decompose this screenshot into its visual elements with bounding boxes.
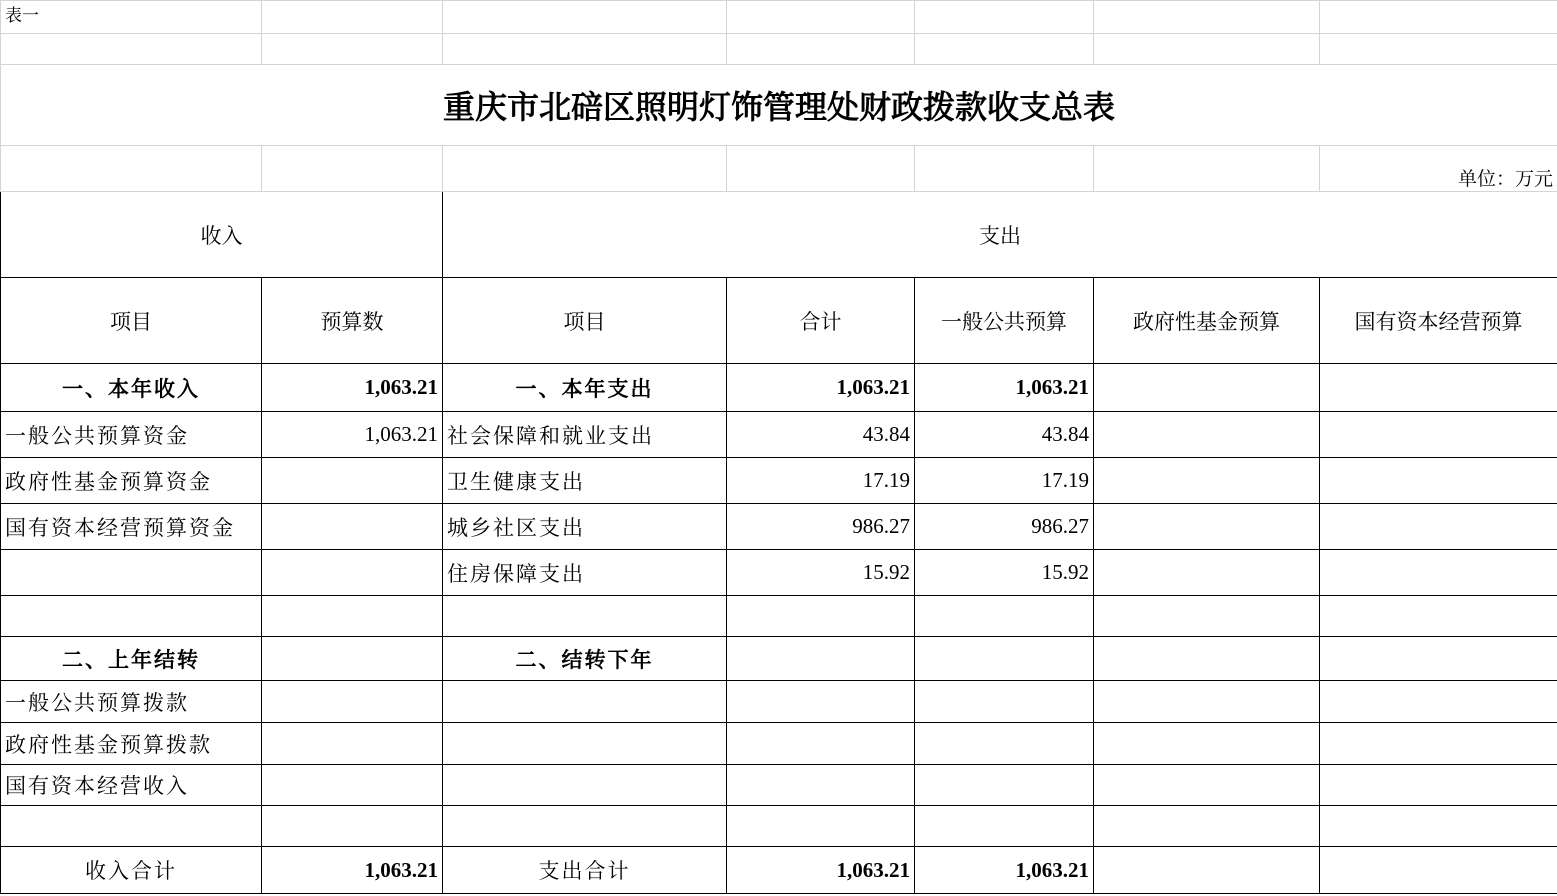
income-value [262,681,443,723]
expense-item-header: 项目 [443,278,727,364]
total-value: 43.84 [727,412,915,458]
total-sum-value: 1,063.21 [727,847,915,894]
table-row [1,458,1557,504]
fund-value [1094,364,1320,412]
income-label: 国有资本经营收入 [1,765,262,806]
table-row [1,637,1557,681]
capital-value [1320,364,1557,412]
income-total-label: 收入合计 [1,847,262,894]
expense-total-label: 支出合计 [443,847,727,894]
expense-label: 城乡社区支出 [443,504,727,550]
income-label: 政府性基金预算拨款 [1,723,262,765]
income-value [262,723,443,765]
table-row [1,412,1557,458]
page-title: 重庆市北碚区照明灯饰管理处财政拨款收支总表 [1,65,1557,146]
income-value: 1,063.21 [262,364,443,412]
header-row-1 [1,192,1557,278]
income-label: 一般公共预算拨款 [1,681,262,723]
general-value [915,681,1094,723]
total-value: 1,063.21 [727,364,915,412]
sheet-tag: 表一 [1,1,262,34]
fund-sum-value [1094,847,1320,894]
fund-value [1094,806,1320,847]
expense-label: 二、结转下年 [443,637,727,681]
income-value: 1,063.21 [262,412,443,458]
general-value: 986.27 [915,504,1094,550]
table-row [1,596,1557,637]
income-item-header: 项目 [1,278,262,364]
income-label [1,596,262,637]
grid-row [1,1,1557,34]
income-value [262,458,443,504]
expense-label [443,723,727,765]
income-budget-header: 预算数 [262,278,443,364]
income-label: 一般公共预算资金 [1,412,262,458]
capital-value [1320,596,1557,637]
total-value [727,637,915,681]
fund-value [1094,412,1320,458]
table-row [1,550,1557,596]
title-row [1,65,1557,146]
general-value [915,596,1094,637]
expense-label [443,765,727,806]
table-row [1,681,1557,723]
expense-label: 住房保障支出 [443,550,727,596]
income-value [262,765,443,806]
capital-value [1320,681,1557,723]
expense-label: 社会保障和就业支出 [443,412,727,458]
expense-label: 一、本年支出 [443,364,727,412]
fund-value [1094,458,1320,504]
income-label: 二、上年结转 [1,637,262,681]
header-row-2 [1,278,1557,364]
income-label: 国有资本经营预算资金 [1,504,262,550]
table-row [1,504,1557,550]
general-sum-value: 1,063.21 [915,847,1094,894]
unit-row [1,146,1557,192]
income-value [262,806,443,847]
total-value: 15.92 [727,550,915,596]
income-label: 政府性基金预算资金 [1,458,262,504]
capital-value [1320,806,1557,847]
general-value [915,765,1094,806]
general-public-header: 一般公共预算 [915,278,1094,364]
capital-value [1320,723,1557,765]
totals-row [1,847,1557,894]
general-value: 1,063.21 [915,364,1094,412]
capital-value [1320,637,1557,681]
general-value [915,806,1094,847]
general-value [915,723,1094,765]
income-label [1,806,262,847]
capital-value [1320,765,1557,806]
table-row [1,806,1557,847]
total-value [727,681,915,723]
income-value [262,596,443,637]
fund-value [1094,504,1320,550]
income-value [262,637,443,681]
income-header: 收入 [1,192,443,278]
capital-sum-value [1320,847,1557,894]
total-value [727,806,915,847]
expense-label: 卫生健康支出 [443,458,727,504]
fund-value [1094,596,1320,637]
state-capital-header: 国有资本经营预算 [1320,278,1557,364]
gov-fund-header: 政府性基金预算 [1094,278,1320,364]
table-row [1,364,1557,412]
capital-value [1320,504,1557,550]
expense-label [443,806,727,847]
total-value [727,596,915,637]
fund-value [1094,765,1320,806]
expense-label [443,681,727,723]
capital-value [1320,458,1557,504]
general-value: 17.19 [915,458,1094,504]
general-value: 15.92 [915,550,1094,596]
income-label [1,550,262,596]
fund-value [1094,681,1320,723]
income-label: 一、本年收入 [1,364,262,412]
expense-label [443,596,727,637]
fund-value [1094,723,1320,765]
income-value [262,550,443,596]
unit-label: 单位：万元 [1320,146,1557,192]
capital-value [1320,412,1557,458]
general-value [915,637,1094,681]
fund-value [1094,637,1320,681]
total-value [727,765,915,806]
table-row [1,723,1557,765]
total-value: 17.19 [727,458,915,504]
general-value: 43.84 [915,412,1094,458]
grid-row [1,34,1557,65]
income-value [262,504,443,550]
income-total-value: 1,063.21 [262,847,443,894]
total-value [727,723,915,765]
total-header: 合计 [727,278,915,364]
total-value: 986.27 [727,504,915,550]
table-row [1,765,1557,806]
fund-value [1094,550,1320,596]
capital-value [1320,550,1557,596]
expense-header: 支出 [443,192,1557,278]
